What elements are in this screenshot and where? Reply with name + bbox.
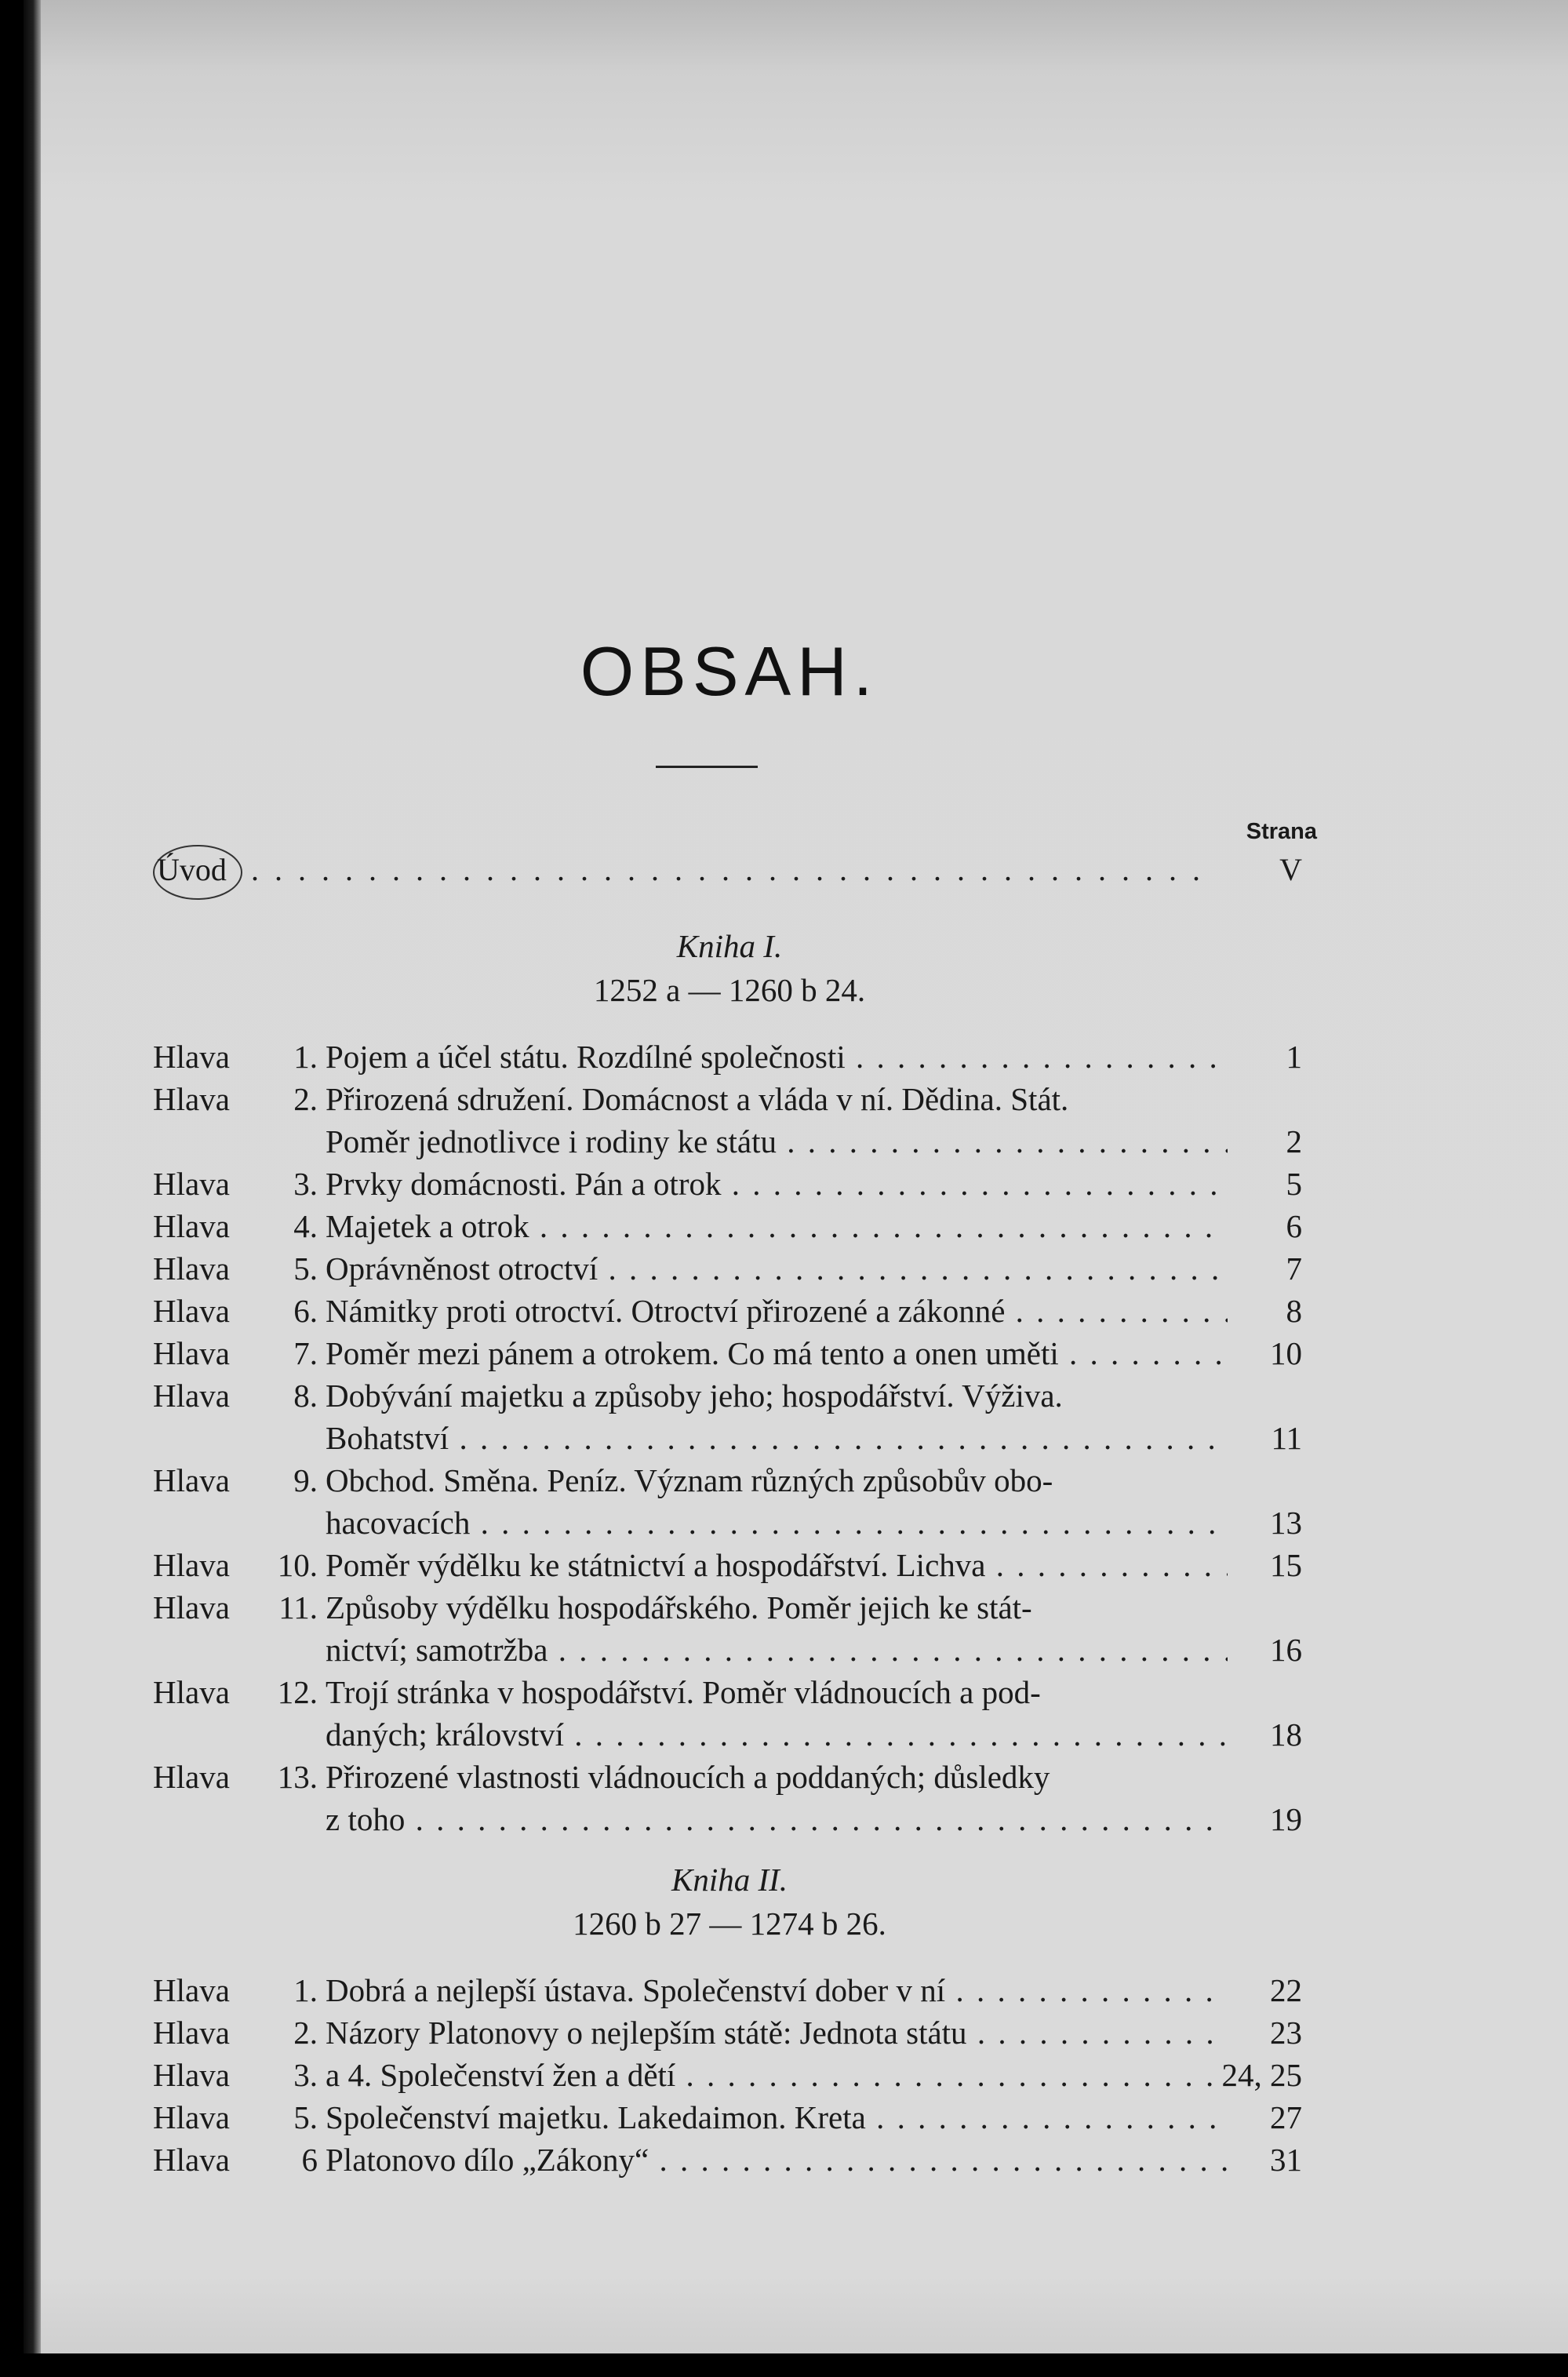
chapter-title: Dobývání majetku a způsoby jeho; hospodářství. Výživa.: [326, 1378, 1063, 1414]
chapter-page: 2: [1286, 1123, 1302, 1159]
chapter-page: 8: [1286, 1293, 1302, 1329]
chapter-title: hacovacích . . .: [326, 1502, 1228, 1544]
chapter-page: 24, 25: [1221, 2057, 1302, 2093]
toc-entry-line: [24, 1120, 1568, 1163]
intro-label: Úvod: [157, 852, 227, 887]
chapter-number: 13.: [277, 1759, 318, 1795]
chapter-label: Hlava: [153, 1674, 230, 1710]
chapter-page: 18: [1270, 1716, 1302, 1753]
toc-entry-line: [24, 1036, 1568, 1078]
chapter-number: 12.: [277, 1674, 318, 1710]
toc-entry-line: [24, 1586, 1568, 1629]
chapter-number: 6.: [293, 1293, 318, 1329]
chapter-number: 7.: [293, 1335, 318, 1371]
chapter-title: Poměr jednotlivce i rodiny ke státu . . .: [326, 1120, 1228, 1163]
toc-entry-line: [24, 1756, 1568, 1798]
toc-entry-line: [24, 1459, 1568, 1502]
chapter-label: Hlava: [153, 1166, 230, 1202]
chapter-page: 16: [1270, 1632, 1302, 1668]
chapter-label: Hlava: [153, 1293, 230, 1329]
toc-entry-line: [24, 1417, 1568, 1459]
chapter-title: Přirozená sdružení. Domácnost a vláda v ní. Dědina. Stát.: [326, 1081, 1069, 1117]
toc-entry-line: [24, 1247, 1568, 1290]
document-page: [24, 0, 1568, 2353]
chapter-number: 11.: [278, 1589, 318, 1625]
chapter-title: nictví; samotržba . . .: [326, 1629, 1228, 1671]
toc-entry-line: [24, 1163, 1568, 1205]
chapter-number: 2.: [293, 2015, 318, 2051]
chapter-title: Námitky proti otroctví. Otroctví přirozené a zákonné . . .: [326, 1290, 1228, 1332]
chapter-title: Platonovo dílo „Zákony“ . . .: [326, 2139, 1228, 2181]
toc-entry-line: [24, 1078, 1568, 1120]
chapter-label: Hlava: [153, 2099, 230, 2135]
chapter-title: a 4. Společenství žen a dětí . . .: [326, 2054, 1228, 2096]
title-divider: [656, 766, 758, 768]
chapter-label: Hlava: [153, 1462, 230, 1498]
toc-entry-line: [24, 2096, 1568, 2139]
chapter-title: Majetek a otrok . . .: [326, 1205, 1228, 1247]
toc-entry-line: [24, 1969, 1568, 2011]
chapter-title: z toho . . .: [326, 1798, 1228, 1840]
chapter-number: 2.: [293, 1081, 318, 1117]
page-column-header: Strana: [1246, 819, 1317, 844]
chapter-title: Poměr výdělku ke státnictví a hospodářství. Lichva . . .: [326, 1544, 1228, 1586]
chapter-page: 6: [1286, 1208, 1302, 1244]
chapter-number: 3.: [293, 2057, 318, 2093]
chapter-page: 19: [1270, 1801, 1302, 1837]
chapter-title: Pojem a účel státu. Rozdílné společnosti . . .: [326, 1036, 1228, 1078]
toc-entry-line: [24, 1374, 1568, 1417]
toc-entry-line: [24, 1332, 1568, 1374]
toc-entry-line: [24, 1205, 1568, 1247]
chapter-title: Názory Platonovy o nejlepším státě: Jednota státu . . .: [326, 2011, 1228, 2054]
chapter-label: Hlava: [153, 1039, 230, 1075]
chapter-title: Prvky domácnosti. Pán a otrok . . .: [326, 1163, 1228, 1205]
chapter-page: 23: [1270, 2015, 1302, 2051]
chapter-title: Dobrá a nejlepší ústava. Společenství dober v ní . . .: [326, 1969, 1228, 2011]
chapter-number: 5.: [293, 1250, 318, 1287]
book-range: 1260 b 27 — 1274 b 26.: [573, 1906, 886, 1942]
chapter-number: 8.: [293, 1378, 318, 1414]
chapter-label: Hlava: [153, 1972, 230, 2008]
toc-entry-line: [24, 1502, 1568, 1544]
chapter-number: 6: [301, 2142, 318, 2178]
chapter-title: Společenství majetku. Lakedaimon. Kreta . . .: [326, 2096, 1228, 2139]
chapter-label: Hlava: [153, 1335, 230, 1371]
book-title: Kniha II.: [671, 1862, 788, 1898]
chapter-page: 13: [1270, 1505, 1302, 1541]
toc-entry-line: [24, 2139, 1568, 2181]
chapter-page: 15: [1270, 1547, 1302, 1583]
chapter-page: 22: [1270, 1972, 1302, 2008]
toc-entry-line: [24, 1713, 1568, 1756]
chapter-page: 27: [1270, 2099, 1302, 2135]
chapter-number: 5.: [293, 2099, 318, 2135]
chapter-page: 31: [1270, 2142, 1302, 2178]
toc-entry-line: [24, 1798, 1568, 1840]
chapter-label: Hlava: [153, 1081, 230, 1117]
chapter-title: daných; království . . .: [326, 1713, 1228, 1756]
chapter-number: 1.: [293, 1972, 318, 2008]
chapter-label: Hlava: [153, 1547, 230, 1583]
book-title: Kniha I.: [676, 928, 783, 964]
chapter-page: 11: [1271, 1420, 1302, 1456]
chapter-page: 10: [1270, 1335, 1302, 1371]
chapter-page: 1: [1286, 1039, 1302, 1075]
chapter-label: Hlava: [153, 2142, 230, 2178]
intro-page: V: [1279, 852, 1302, 887]
page-title: OBSAH.: [580, 632, 879, 710]
toc-entry-line: [24, 2054, 1568, 2096]
toc-entry-line: [24, 1671, 1568, 1713]
chapter-number: 9.: [293, 1462, 318, 1498]
chapter-title: Trojí stránka v hospodářství. Poměr vládnoucích a pod-: [326, 1674, 1041, 1710]
book-range: 1252 a — 1260 b 24.: [593, 972, 866, 1008]
chapter-number: 4.: [293, 1208, 318, 1244]
chapter-number: 1.: [293, 1039, 318, 1075]
chapter-label: Hlava: [153, 2057, 230, 2093]
chapter-title: Oprávněnost otroctví . . .: [326, 1247, 1228, 1290]
chapter-title: Přirozené vlastnosti vládnoucích a poddaných; důsledky: [326, 1759, 1050, 1795]
chapter-label: Hlava: [153, 1378, 230, 1414]
toc-entry-line: [24, 1629, 1568, 1671]
chapter-label: Hlava: [153, 1589, 230, 1625]
chapter-title: Obchod. Směna. Peníz. Význam různých způsobův obo-: [326, 1462, 1053, 1498]
chapter-page: 7: [1286, 1250, 1302, 1287]
toc-entry-line: [24, 1290, 1568, 1332]
chapter-page: 5: [1286, 1166, 1302, 1202]
chapter-title: Poměr mezi pánem a otrokem. Co má tento a onen uměti . . .: [326, 1332, 1228, 1374]
toc-entry-line: [24, 2011, 1568, 2054]
chapter-title: Způsoby výdělku hospodářského. Poměr jejich ke stát-: [326, 1589, 1032, 1625]
chapter-label: Hlava: [153, 1208, 230, 1244]
chapter-number: 10.: [277, 1547, 318, 1583]
intro-leader-dots: [251, 849, 1216, 891]
chapter-title: Bohatství . . .: [326, 1417, 1228, 1459]
chapter-label: Hlava: [153, 2015, 230, 2051]
toc-entry-line: [24, 1544, 1568, 1586]
chapter-label: Hlava: [153, 1759, 230, 1795]
chapter-number: 3.: [293, 1166, 318, 1202]
chapter-label: Hlava: [153, 1250, 230, 1287]
